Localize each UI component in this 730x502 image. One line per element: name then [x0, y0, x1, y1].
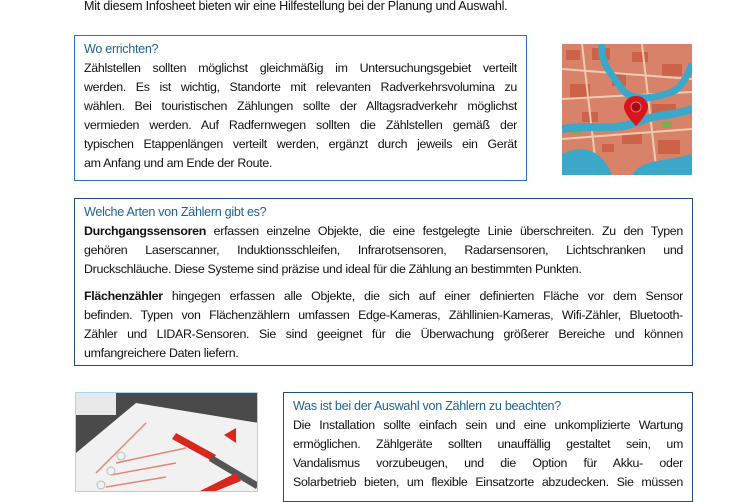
where-line: typischen Etappenlängen verteilt werden, ergänzt durch jeweils ein Gerät: [84, 137, 517, 151]
types-line: gehören Laserscanner, Induktionsschleifen, Infrarotsensoren, Radarsensoren, Lichtschranken und: [84, 243, 683, 257]
where-line: wählen. Bei touristischen Zählungen sollte der Alltagsradverkehr möglichst: [84, 99, 517, 113]
city-map-image: [562, 44, 692, 175]
where-heading: Wo errichten?: [84, 42, 159, 56]
selection-line: Solarbetrieb bieten, um flexible Einsatzorte abzudecken. Sie müssen: [293, 475, 683, 489]
types-line: [84, 222, 683, 241]
types-line: Druckschläuche. Diese Systeme sind präzise und ideal für die Zählung an bestimmten Punkten.: [84, 262, 582, 276]
types-line: umfangreichere Daten liefern.: [84, 346, 239, 360]
where-box: [74, 35, 527, 181]
checklist-photo: [75, 392, 258, 492]
selection-line: ermöglichen. Zählgeräte sollten unauffällig gestaltet sein, um: [293, 437, 683, 451]
where-line: Zählstellen sollten möglichst gleichmäßig im Untersuchungsgebiet verteilt: [84, 61, 517, 75]
selection-line: Die Installation sollte einfach sein und eine unkomplizierte Wartung: [293, 418, 683, 432]
where-line: werden. Es ist wichtig, Standorte mit relevanten Radverkehrsvolumina zu: [84, 80, 517, 94]
where-line: am Anfang und am Ende der Route.: [84, 156, 273, 170]
selection-heading: Was ist bei der Auswahl von Zählern zu beachten?: [293, 399, 561, 413]
intro-text: Mit diesem Infosheet bieten wir eine Hilfestellung bei der Planung und Auswahl.: [84, 0, 508, 13]
types-text: erfassen einzelne Objekte, die eine festgelegte Linie überschreiten. Zu den Typen: [205, 224, 683, 238]
types-line: [84, 287, 683, 306]
where-line: vermieden werden. Auf Radfernwegen sollten die Zählstellen gemäß der: [84, 118, 517, 132]
types-line: Zähler und LIDAR-Sensoren. Sie sind geeignet für die Überwachung größerer Bereiche und können: [84, 327, 683, 341]
types-text: hingegen erfassen alle Objekte, die sich auf einer definierten Fläche vor dem Sensor: [162, 289, 683, 303]
term-flaechenzaehler: Flächenzähler: [84, 289, 163, 303]
selection-line: Vandalismus vorzubeugen, und die Option für Akku- oder: [293, 456, 683, 470]
term-durchgangssensoren: Durchgangssensoren: [84, 224, 206, 238]
types-heading: Welche Arten von Zählern gibt es?: [84, 205, 267, 219]
types-line: befinden. Typen von Flächenzählern umfassen Edge-Kameras, Zähllinien-Kameras, Wifi-Zähler, Bluetooth-: [84, 308, 683, 322]
types-box: [74, 198, 693, 366]
